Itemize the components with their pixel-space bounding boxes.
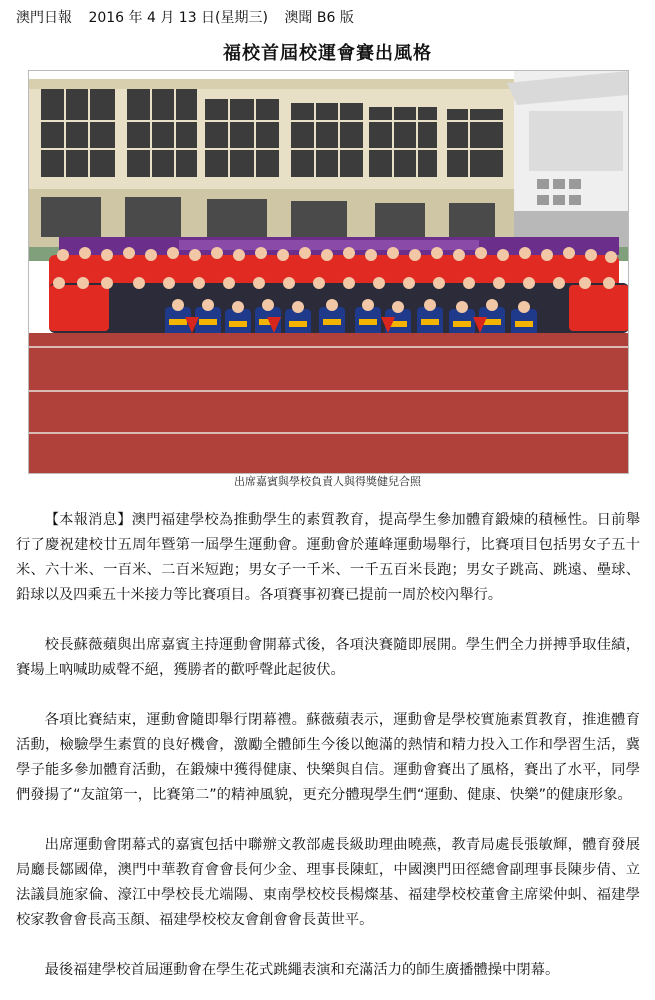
article-paragraph-2: 校長蘇薇蘋與出席嘉賓主持運動會開幕式後，各項決賽隨即展開。學生們全力拼搏爭取佳績，賽場上吶喊助威聲不絕，獲勝者的歡呼聲此起彼伏。 [16, 637, 640, 678]
article-paragraph-1: 【本報消息】澳門福建學校為推動學生的素質教育，提高學生參加體育鍛煉的積極性。日前舉行了慶祝建校廿五周年暨第一屆學生運動會。運動會於蓮峰運動場舉行，比賽項目包括男女子五十米、六十米、一百米、二百米短跑；男女子一千米、一千五百米長跑；男女子跳高、跳遠、壘球、鉛球以及四乘五十米接力等比賽項目。各項賽事初賽已提前一周於校內舉行。 [16, 512, 640, 603]
article-paragraph-3: 各項比賽結束，運動會隨即舉行閉幕禮。蘇薇蘋表示，運動會是學校實施素質教育，推進體育活動，檢驗學生素質的良好機會，激勵全體師生今後以飽滿的熱情和精力投入工作和學習生活，冀學子能多參加體育活動，在鍛煉中獲得健康、快樂與自信。運動會賽出了風格，賽出了水平，同學們發揚了“友誼第一，比賽第二”的精神風貌，更充分體現學生們“運動、健康、快樂”的健康形象。 [16, 712, 640, 803]
article-paragraph-4: 出席運動會閉幕式的嘉賓包括中聯辦文教部處長級助理曲曉燕，教青局處長張敏輝，體育發展局廳長鄒國偉，澳門中華教育會會長何少金、理事長陳虹，中國澳門田徑總會副理事長陳步倩、立法議員施家倫、濠江中學校長尤端陽、東南學校校長楊燦基、福建學校校董會主席梁仲虯、福建學校家教會會長高玉顏、福建學校校友會創會會長黃世平。 [16, 837, 640, 928]
headline: 福校首屆校運會賽出風格 [223, 43, 432, 64]
group-photo [28, 70, 629, 474]
article-body [16, 508, 640, 983]
page-section: 澳聞 B6 版 [284, 10, 354, 26]
group-photo-illustration [29, 71, 628, 473]
newspaper-name: 澳門日報 [16, 10, 72, 26]
photo-caption: 出席嘉賓與學校負責人與得獎健兒合照 [234, 475, 421, 488]
publication-date: 2016 年 4 月 13 日(星期三) [88, 10, 268, 26]
masthead [16, 8, 646, 28]
article-paragraph-5: 最後福建學校首屆運動會在學生花式跳繩表演和充滿活力的師生廣播體操中閉幕。 [44, 962, 560, 978]
